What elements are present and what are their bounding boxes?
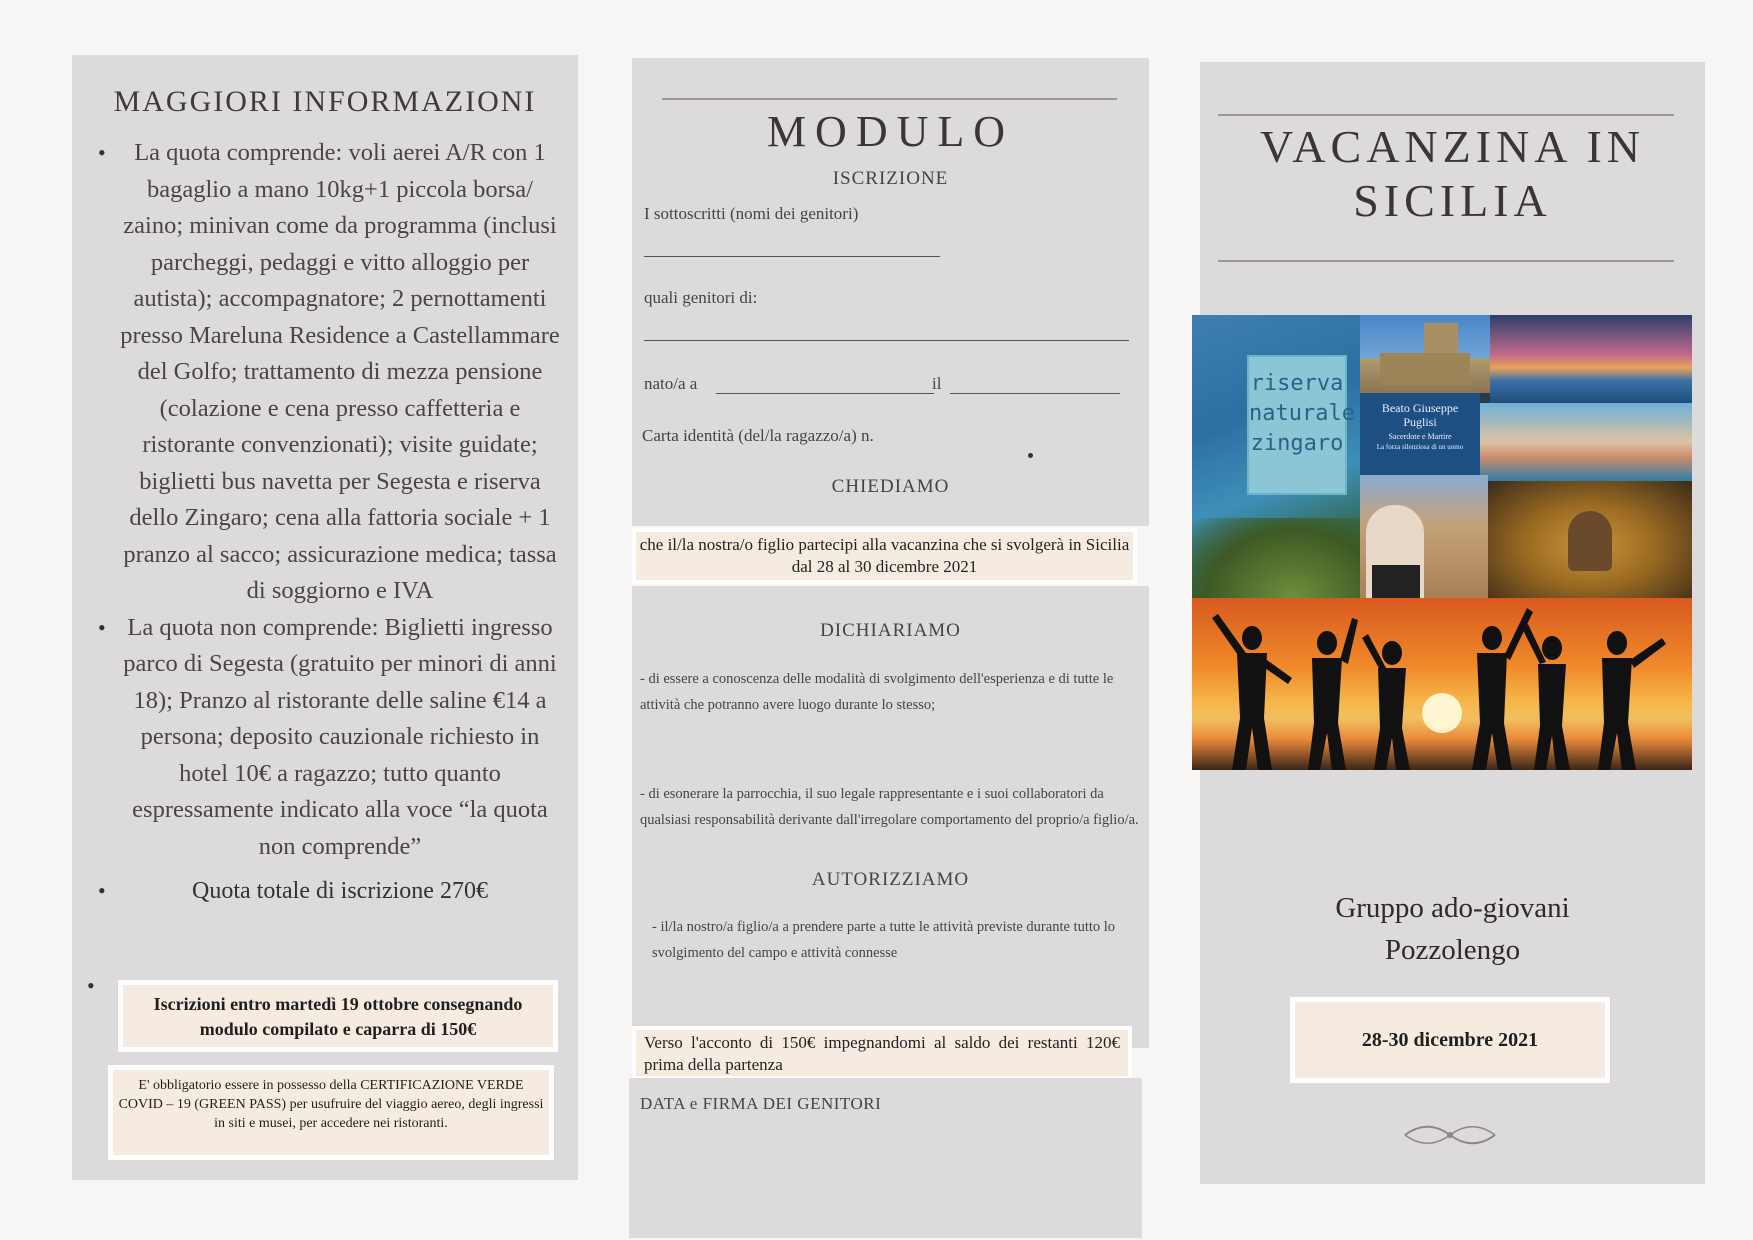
authorize-text: - il/la nostro/a figlio/a a prendere parte a tutte le attività previste durante tutto lo svolgimento del campo e attività connesse: [652, 919, 1116, 961]
book-title-line-1: Beato Giuseppe: [1381, 401, 1459, 415]
child-name-field[interactable]: [644, 340, 1129, 341]
parents-label: I sottoscritti (nomi dei genitori): [644, 204, 859, 223]
list-item: [90, 135, 560, 610]
list-item: [90, 610, 560, 866]
book-cover: [1360, 393, 1480, 475]
request-box: che il/la nostra/o figlio partecipi alla vacanzina che si svolgerà in Sicilia dal 28 al 30 dicembre 2021: [632, 528, 1137, 584]
deadline-box: Iscrizioni entro martedì 19 ottobre consegnando modulo compilato e caparra di 150€: [118, 980, 558, 1052]
cover-panel: [1200, 62, 1705, 1184]
covid-notice-box: E' obbligatorio essere in possesso della CERTIFICAZIONE VERDE COVID – 19 (GREEN PASS) per usufruire del viaggio aereo, degli ingressi in siti e musei, per accedere nei ristoranti.: [108, 1065, 554, 1160]
info-panel: [72, 55, 578, 1180]
ornament-flourish-icon: [1400, 1122, 1500, 1148]
divider: [1218, 260, 1674, 262]
total-fee-text: Quota totale di iscrizione 270€: [192, 878, 488, 904]
bullet-icon: •: [98, 140, 106, 165]
priest-clothing: [1372, 565, 1420, 598]
book-title-line-2: Puglisi: [1403, 415, 1437, 429]
reserve-sign: [1247, 355, 1355, 495]
group-name-line-2: Pozzolengo: [1384, 934, 1521, 966]
child-label: quali genitori di:: [644, 288, 758, 307]
request-heading: CHIEDIAMO: [831, 476, 950, 497]
deposit-box: Verso l'acconto di 150€ impegnandomi al saldo dei restanti 120€ prima della partenza: [632, 1026, 1132, 1080]
photo-collage: [1192, 315, 1692, 770]
signature-label: DATA e FIRMA DEI GENITORI: [640, 1094, 882, 1113]
palm-foliage: [1192, 518, 1360, 598]
date-label: il: [932, 374, 942, 393]
declare-heading: DICHIARIAMO: [820, 620, 961, 641]
bullet-icon: •: [87, 973, 95, 998]
parents-field[interactable]: [644, 256, 940, 257]
bullet-icon: •: [98, 878, 106, 903]
not-included-text: La quota non comprende: Biglietti ingresso parco di Segesta (gratuito per minori di anni 18); Pranzo al ristorante delle saline €14 a persona; deposito cauzionale richiesto in hotel 10€ a ragazzo; tutto quanto espressamente indicato alla voce “la quota non comprende”: [123, 613, 557, 860]
id-label: Carta identità (del/la ragazzo/a) n.: [642, 426, 874, 445]
cover-title-line-1: VACANZINA IN: [1260, 121, 1645, 172]
event-dates-box: 28-30 dicembre 2021: [1290, 997, 1610, 1083]
book-subtitle-2: La forza silenziosa di un uomo: [1376, 443, 1464, 451]
seaside-town-photo: [1480, 403, 1692, 481]
info-title: MAGGIORI INFORMAZIONI: [113, 85, 537, 118]
sign-word-1: riserva: [1250, 371, 1344, 396]
mosaic-photo: [1488, 481, 1692, 598]
bullet-icon: •: [98, 614, 106, 640]
coast-sunset-photo: [1490, 315, 1692, 403]
cathedral-photo: [1360, 475, 1488, 598]
declare-text-2: - di esonerare la parrocchia, il suo legale rappresentante e i suoi collaboratori da qualsiasi responsabilità derivante dall'irregolare comportamento del proprio/a figlio/a.: [640, 786, 1139, 828]
signature-section: [629, 1078, 1142, 1238]
sunset-dancers-photo: [1192, 598, 1692, 770]
divider: [1218, 114, 1674, 116]
dot-mark: [1028, 453, 1033, 458]
book-subtitle-1: Sacerdote e Martire: [1388, 432, 1452, 441]
info-list: [90, 135, 560, 910]
divider: [662, 98, 1117, 100]
authorize-heading: AUTORIZZIAMO: [811, 869, 970, 890]
list-item: [90, 873, 560, 910]
born-label: nato/a a: [644, 374, 698, 393]
castle-photo: [1360, 315, 1490, 393]
sign-word-2: naturale: [1249, 401, 1355, 426]
castle-wall: [1380, 353, 1470, 385]
cover-title-line-2: SICILIA: [1353, 175, 1552, 226]
birthplace-field[interactable]: [716, 393, 934, 394]
form-top-section: [632, 58, 1149, 526]
mosaic-figure: [1568, 511, 1612, 571]
dancer-silhouettes: [1192, 598, 1692, 770]
declare-text-1: - di essere a conoscenza delle modalità di svolgimento dell'esperienza e di tutte le attività che potranno avere luogo durante lo stesso;: [640, 671, 1114, 713]
form-subtitle: ISCRIZIONE: [832, 168, 949, 189]
form-title: MODULO: [766, 107, 1015, 156]
birthdate-field[interactable]: [950, 393, 1120, 394]
included-text: La quota comprende: voli aerei A/R con 1 bagaglio a mano 10kg+1 piccola borsa/ zaino; minivan come da programma (inclusi parcheggi, pedaggi e vitto alloggio per autista); accompagnatore; 2 pernottamenti presso Mareluna Residence a Castellammare del Golfo; trattamento di mezza pensione (colazione e cena presso caffetteria e ristorante convenzionati); visite guidate; biglietti bus navetta per Segesta e riserva dello Zingaro; cena alla fattoria sociale + 1 pranzo al sacco; assicurazione medica; tassa di soggiorno e IVA: [120, 139, 560, 604]
form-panel: [632, 58, 1149, 1178]
group-name: [1200, 887, 1705, 971]
cover-title: [1200, 120, 1705, 228]
nature-reserve-photo: [1192, 315, 1360, 598]
group-name-line-1: Gruppo ado-giovani: [1335, 892, 1570, 924]
form-declarations-section: [632, 586, 1149, 1048]
sign-word-3: zingaro: [1250, 431, 1344, 456]
